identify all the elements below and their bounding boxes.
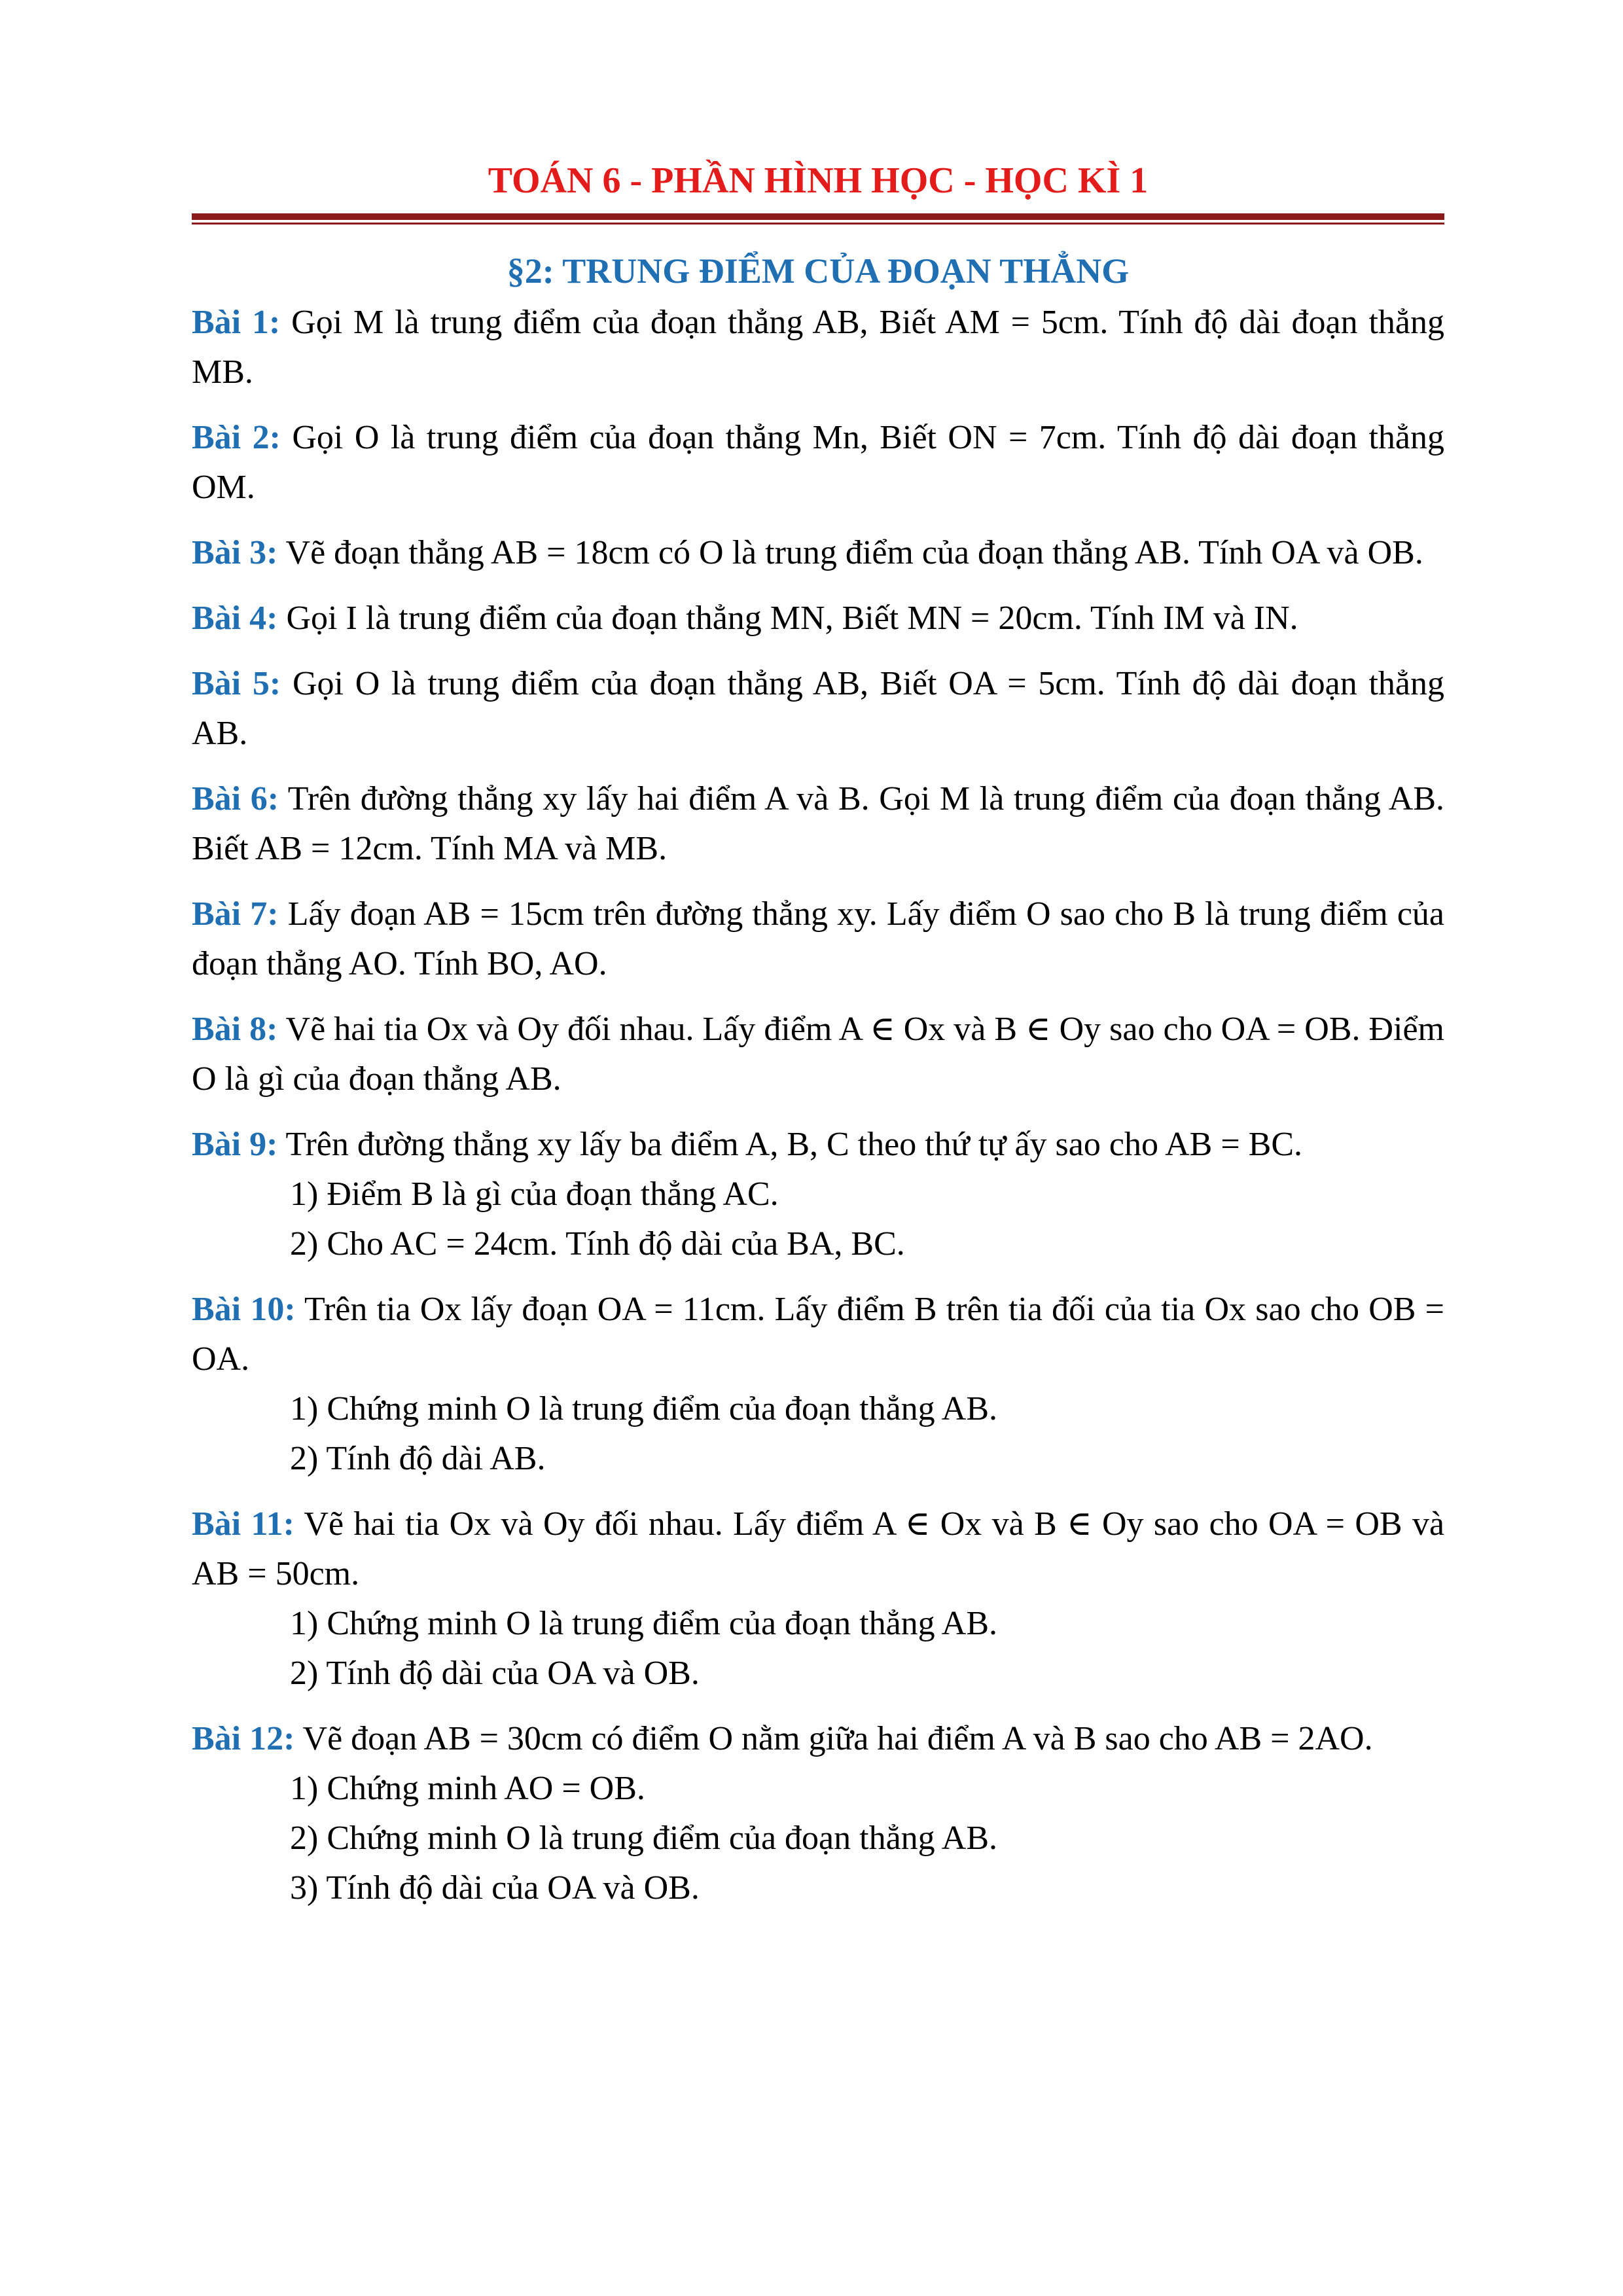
exercise-text: Trên đường thẳng xy lấy hai điểm A và B. Gọi M là trung điểm của đoạn thẳng AB. Biết AB = 12cm. Tính MA và MB. [192,780,1445,867]
exercise-3 [192,528,1444,578]
exercise-text: Gọi I là trung điểm của đoạn thẳng MN, Biết MN = 20cm. Tính IM và IN. [286,600,1298,637]
exercise-subitems [192,1170,1444,1269]
exercise-subitem: 2) Chứng minh O là trung điểm của đoạn thẳng AB. [290,1820,998,1857]
exercise-label: Bài 5: [192,665,281,702]
exercise-subitem: 2) Tính độ dài AB. [290,1440,546,1477]
header-rule-thin [192,223,1444,224]
exercise-10 [192,1285,1444,1384]
exercise-11 [192,1499,1444,1599]
exercise-12 [192,1714,1444,1764]
exercise-subitem: 1) Chứng minh O là trung điểm của đoạn thẳng AB. [290,1605,998,1642]
exercise-2 [192,413,1444,512]
header-rule [192,213,1444,220]
exercise-text: Trên tia Ox lấy đoạn OA = 11cm. Lấy điểm B trên tia đối của tia Ox sao cho OB = OA. [192,1291,1444,1378]
exercise-text: Gọi O là trung điểm của đoạn thẳng AB, Biết OA = 5cm. Tính độ dài đoạn thẳng AB. [192,665,1445,752]
exercise-label: Bài 9: [192,1126,278,1163]
exercise-text: Vẽ hai tia Ox và Oy đối nhau. Lấy điểm A ∈ Ox và B ∈ Oy sao cho OA = OB và AB = 50cm. [192,1505,1445,1592]
exercise-label: Bài 1: [192,304,281,341]
exercise-5 [192,659,1444,759]
exercise-text: Gọi O là trung điểm của đoạn thẳng Mn, Biết ON = 7cm. Tính độ dài đoạn thẳng OM. [192,419,1444,506]
exercise-label: Bài 8: [192,1011,278,1048]
exercise-subitem: 1) Chứng minh O là trung điểm của đoạn thẳng AB. [290,1390,998,1427]
exercise-text: Vẽ hai tia Ox và Oy đối nhau. Lấy điểm A ∈ Ox và B ∈ Oy sao cho OA = OB. Điểm O là gì của đoạn thẳng AB. [192,1011,1444,1098]
exercise-subitem: 3) Tính độ dài của OA và OB. [290,1869,700,1907]
exercise-label: Bài 6: [192,780,279,817]
exercise-subitems [192,1599,1444,1698]
exercise-text: Gọi M là trung điểm của đoạn thẳng AB, Biết AM = 5cm. Tính độ dài đoạn thẳng MB. [192,304,1445,391]
exercise-subitems [192,1764,1444,1913]
exercise-4 [192,594,1444,643]
exercise-subitem: 1) Điểm B là gì của đoạn thẳng AC. [290,1175,779,1213]
exercise-6 [192,774,1444,874]
exercise-label: Bài 2: [192,419,281,456]
exercise-text: Trên đường thẳng xy lấy ba điểm A, B, C theo thứ tự ấy sao cho AB = BC. [285,1126,1303,1163]
exercise-1 [192,298,1444,397]
exercise-label: Bài 11: [192,1505,294,1543]
exercise-text: Vẽ đoạn thẳng AB = 18cm có O là trung điểm của đoạn thẳng AB. Tính OA và OB. [285,534,1423,571]
exercise-9 [192,1120,1444,1170]
exercise-label: Bài 3: [192,534,278,571]
exercise-label: Bài 10: [192,1291,296,1328]
exercise-7 [192,889,1444,989]
exercise-text: Lấy đoạn AB = 15cm trên đường thẳng xy. Lấy điểm O sao cho B là trung điểm của đoạn thẳng AO. Tính BO, AO. [192,895,1445,982]
exercise-label: Bài 12: [192,1720,295,1757]
exercise-list [192,298,1444,1913]
exercise-label: Bài 7: [192,895,279,933]
exercise-label: Bài 4: [192,600,278,637]
exercise-subitem: 2) Cho AC = 24cm. Tính độ dài của BA, BC. [290,1225,905,1263]
document-page [192,157,1444,1929]
page-title: TOÁN 6 - PHẦN HÌNH HỌC - HỌC KÌ 1 [488,160,1149,201]
exercise-text: Vẽ đoạn AB = 30cm có điểm O nằm giữa hai điểm A và B sao cho AB = 2AO. [302,1720,1373,1757]
exercise-subitems [192,1384,1444,1484]
exercise-8 [192,1005,1444,1104]
exercise-subitem: 1) Chứng minh AO = OB. [290,1770,645,1807]
exercise-subitem: 2) Tính độ dài của OA và OB. [290,1655,700,1692]
section-title: §2: TRUNG ĐIỂM CỦA ĐOẠN THẲNG [507,251,1130,291]
